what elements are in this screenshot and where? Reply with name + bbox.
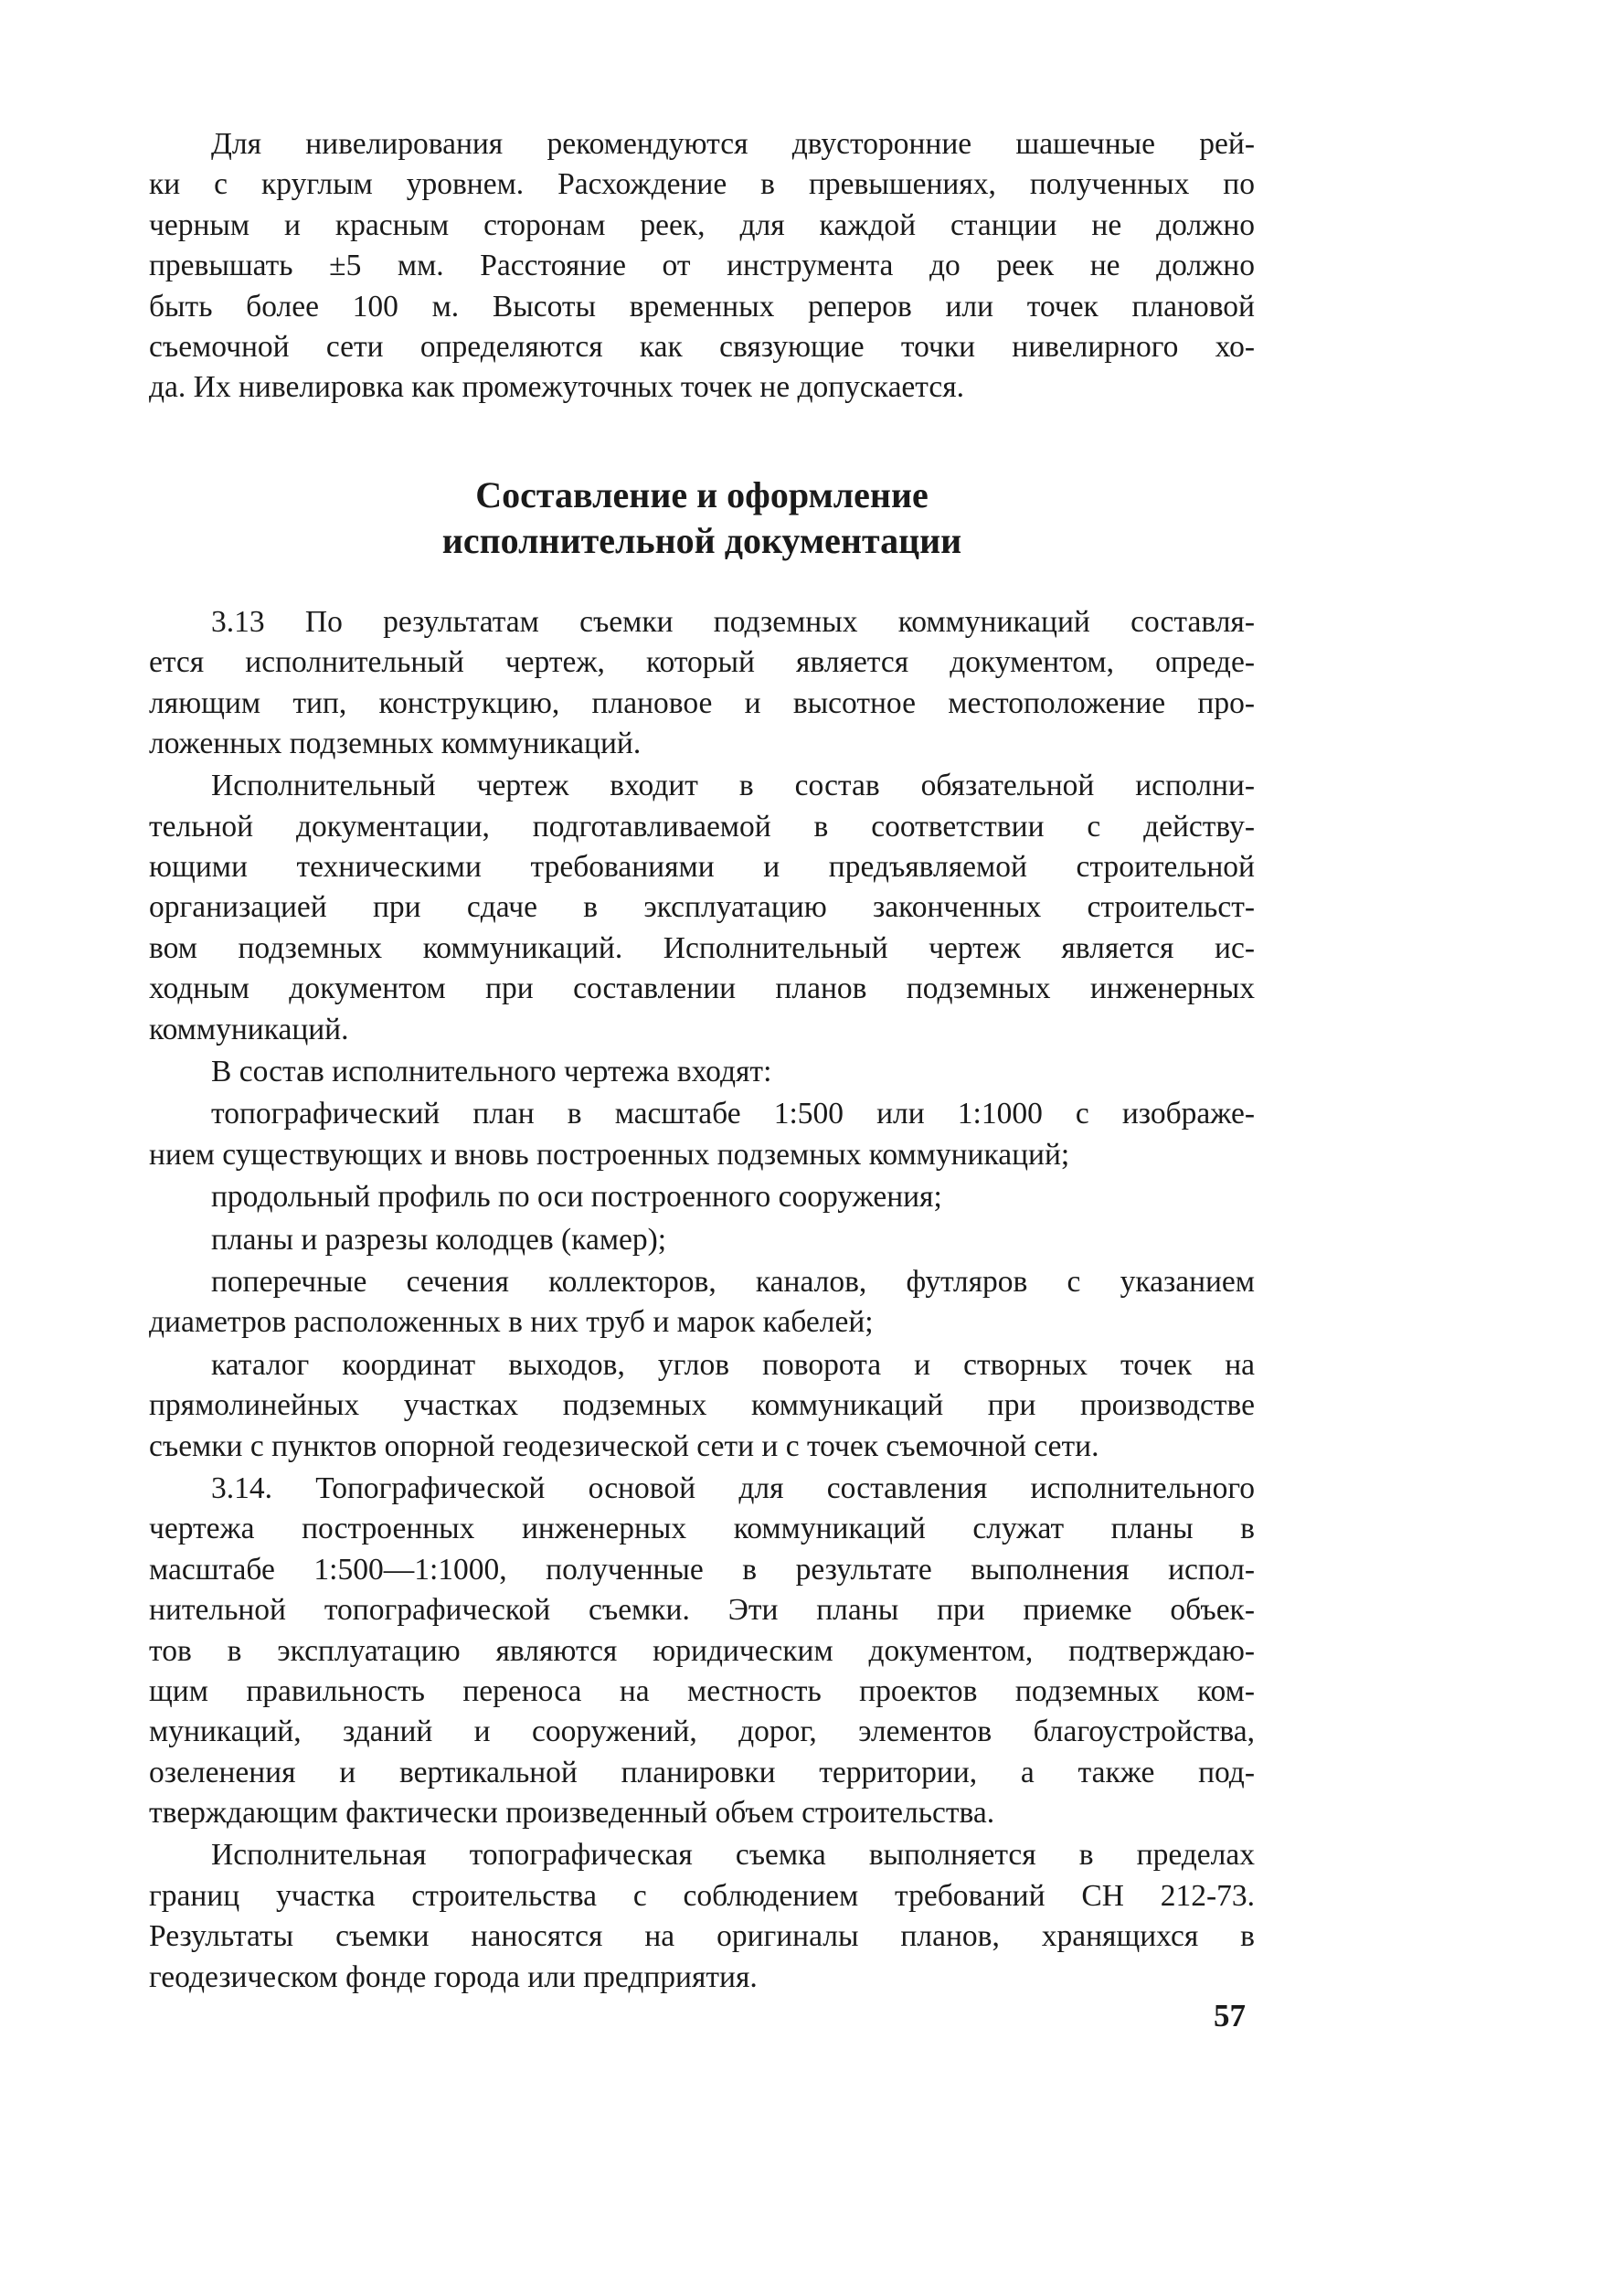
section-heading-line: Составление и оформление bbox=[475, 473, 929, 515]
text-line: тельной документации, подготавливаемой в соответствии с действу- bbox=[149, 809, 1255, 844]
text-line: вом подземных коммуникаций. Исполнительный чертеж является ис- bbox=[149, 930, 1255, 965]
intro-paragraph bbox=[149, 124, 1255, 409]
text-line: прямолинейных участках подземных коммуникаций при производстве bbox=[149, 1388, 1255, 1423]
text-line: планы и разрезы колодцев (камер); bbox=[211, 1222, 667, 1257]
text-line: нительной топографической съемки. Эти планы при приемке объек- bbox=[149, 1593, 1255, 1628]
text-line: озеленения и вертикальной планировки территории, а также под- bbox=[149, 1755, 1255, 1789]
text-line: ется исполнительный чертеж, который является документом, опреде- bbox=[149, 645, 1255, 680]
text-line: В состав исполнительного чертежа входят: bbox=[211, 1055, 772, 1089]
text-line: съемки с пунктов опорной геодезической сети и с точек съемочной сети. bbox=[149, 1428, 1099, 1463]
list-item bbox=[149, 1345, 1255, 1467]
text-line: тверждающим фактически произведенный объем строительства. bbox=[149, 1796, 995, 1831]
section-heading-line: исполнительной документации bbox=[441, 519, 962, 561]
text-line: масштабе 1:500—1:1000, полученные в результате выполнения испол- bbox=[149, 1552, 1255, 1587]
paragraph-3-14 bbox=[149, 1469, 1255, 1834]
paragraph bbox=[149, 1052, 1255, 1092]
text-line: 3.14. Топографической основой для составления исполнительного bbox=[211, 1470, 1255, 1505]
text-line: съемочной сети определяются как связующие точки нивелирного хо- bbox=[149, 329, 1255, 364]
text-line: продольный профиль по оси построенного сооружения; bbox=[211, 1180, 942, 1215]
text-line: ложенных подземных коммуникаций. bbox=[149, 726, 642, 760]
paragraph-3-13 bbox=[149, 602, 1255, 765]
list-item bbox=[149, 1220, 1255, 1260]
text-line: муникаций, зданий и сооружений, дорог, элементов благоустройства, bbox=[149, 1715, 1255, 1749]
text-line: тов в эксплуатацию являются юридическим документом, подтверждаю- bbox=[149, 1633, 1255, 1668]
text-line: границ участка строительства с соблюдением требований СН 212-73. bbox=[149, 1878, 1255, 1913]
text-line: каталог координат выходов, углов поворота и створных точек на bbox=[211, 1347, 1255, 1382]
page-number: 57 bbox=[1214, 1998, 1246, 2033]
text-line: быть более 100 м. Высоты временных реперов или точек плановой bbox=[149, 289, 1255, 324]
list-item bbox=[149, 1094, 1255, 1175]
text-line: превышать ±5 мм. Расстояние от инструмента до реек не должно bbox=[149, 249, 1255, 283]
text-line: организацией при сдаче в эксплуатацию законченных строительст- bbox=[149, 890, 1255, 925]
text-line: Исполнительный чертеж входит в состав обязательной исполни- bbox=[211, 769, 1255, 803]
list-item bbox=[149, 1262, 1255, 1343]
text-line: ки с круглым уровнем. Расхождение в превышениях, полученных по bbox=[149, 167, 1255, 202]
document-page bbox=[149, 124, 1255, 1998]
text-line: нием существующих и вновь построенных подземных коммуникаций; bbox=[149, 1137, 1070, 1172]
paragraph bbox=[149, 766, 1255, 1050]
text-line: Результаты съемки наносятся на оригиналы планов, хранящихся в bbox=[149, 1919, 1255, 1954]
text-line: ющими техническими требованиями и предъявляемой строительной bbox=[149, 850, 1255, 885]
text-line: 3.13 По результатам съемки подземных коммуникаций составля- bbox=[211, 604, 1255, 639]
text-line: черным и красным сторонам реек, для каждой станции не должно bbox=[149, 207, 1255, 242]
text-line: топографический план в масштабе 1:500 или 1:1000 с изображе- bbox=[211, 1097, 1255, 1131]
text-line: геодезическом фонде города или предприятия. bbox=[149, 1959, 758, 1994]
section-heading bbox=[149, 472, 1255, 564]
text-line: ходным документом при составлении планов подземных инженерных bbox=[149, 971, 1255, 1006]
text-line: да. Их нивелировка как промежуточных точек не допускается. bbox=[149, 370, 965, 405]
text-line: ляющим тип, конструкцию, плановое и высотное местоположение про- bbox=[149, 685, 1255, 720]
text-line: щим правильность переноса на местность проектов подземных ком- bbox=[149, 1673, 1255, 1708]
text-line: Для нивелирования рекомендуются двусторонние шашечные рей- bbox=[211, 127, 1255, 161]
text-line: поперечные сечения коллекторов, каналов, футляров с указанием bbox=[211, 1264, 1255, 1299]
text-line: диаметров расположенных в них труб и марок кабелей; bbox=[149, 1305, 874, 1340]
text-line: Исполнительная топографическая съемка выполняется в пределах bbox=[211, 1838, 1255, 1873]
text-line: коммуникаций. bbox=[149, 1012, 349, 1046]
text-line: чертежа построенных инженерных коммуникаций служат планы в bbox=[149, 1512, 1255, 1546]
paragraph bbox=[149, 1835, 1255, 1998]
list-item bbox=[149, 1177, 1255, 1217]
